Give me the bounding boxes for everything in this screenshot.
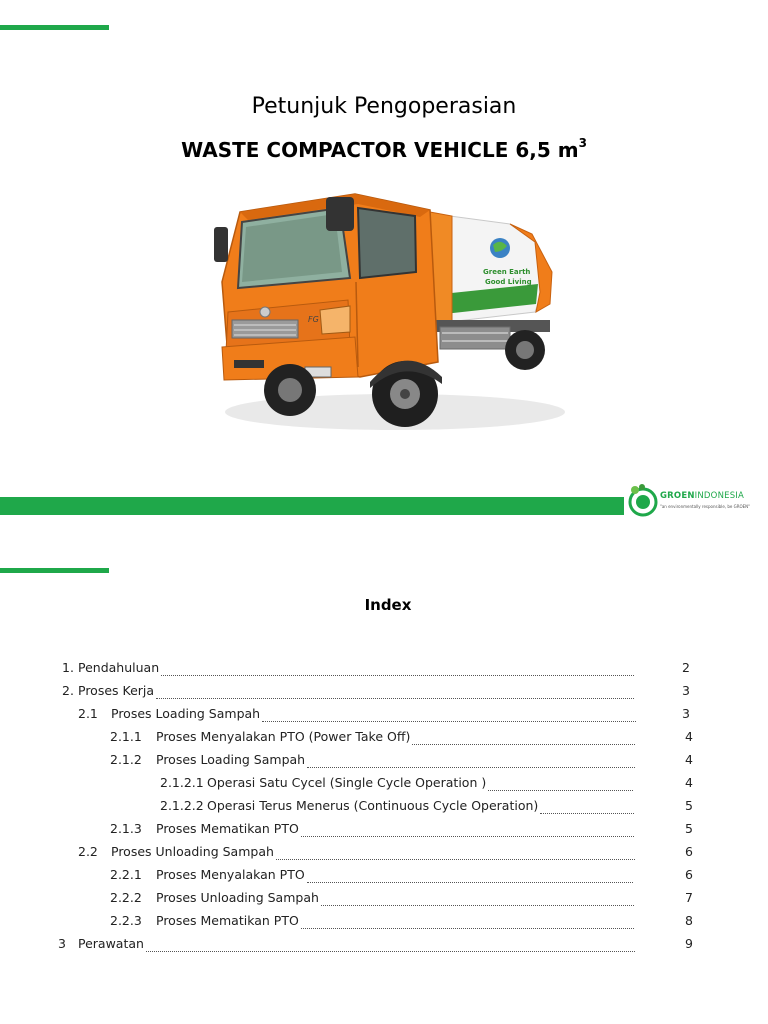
toc-dot-leader — [301, 824, 634, 837]
logo-name-part1: GROEN — [660, 491, 695, 501]
toc-entry-page: 3 — [682, 683, 690, 698]
logo-wordmark — [660, 491, 744, 501]
toc-entry[interactable] — [0, 844, 768, 864]
toc-entry-page: 4 — [685, 752, 693, 767]
toc-entry-page: 7 — [685, 890, 693, 905]
toc-entry[interactable] — [0, 729, 768, 749]
toc-dot-leader — [146, 939, 635, 952]
top-accent-line — [0, 25, 109, 30]
page-subtitle — [0, 138, 768, 162]
toc-entry[interactable] — [0, 936, 768, 956]
toc-entry[interactable] — [0, 890, 768, 910]
toc-entry-number: 2.2 — [78, 844, 98, 859]
toc-entry-label: Proses Loading Sampah — [111, 706, 261, 721]
toc-dot-leader — [307, 755, 635, 768]
toc-entry[interactable] — [0, 867, 768, 887]
index-accent-line — [0, 568, 109, 573]
toc-entry-label: Perawatan — [78, 936, 144, 951]
toc-entry[interactable] — [0, 798, 768, 818]
toc-entry[interactable] — [0, 821, 768, 841]
toc-entry-label: Proses Mematikan PTO — [156, 821, 299, 836]
toc-entry-number: 2.1.2 — [110, 752, 142, 767]
index-title: Index — [364, 596, 412, 614]
garbage-compactor-truck-photo — [180, 172, 590, 442]
toc-entry-number: 2.1 — [78, 706, 98, 721]
groen-indonesia-logo — [626, 482, 756, 520]
toc-entry-page: 4 — [685, 775, 693, 790]
toc-dot-leader — [321, 893, 634, 906]
toc-entry-number: 2.2.2 — [110, 890, 142, 905]
toc-entry-page: 8 — [685, 913, 693, 928]
toc-entry-number: 2.1.2.2 — [160, 798, 204, 813]
toc-entry-number: 2.1.3 — [110, 821, 142, 836]
toc-entry-page: 6 — [685, 867, 693, 882]
toc-entry[interactable] — [0, 683, 768, 703]
truck-illustration — [180, 172, 590, 442]
toc-entry-label: Proses Kerja — [78, 683, 155, 698]
toc-dot-leader — [276, 847, 635, 860]
toc-entry-label: Proses Unloading Sampah — [156, 890, 319, 905]
toc-entry-label: Proses Unloading Sampah — [111, 844, 274, 859]
toc-dot-leader — [161, 663, 634, 676]
subtitle-text: WASTE COMPACTOR VEHICLE 6,5 m — [181, 138, 579, 162]
toc-entry-label: Proses Loading Sampah — [156, 752, 306, 767]
toc-entry[interactable] — [0, 775, 768, 795]
toc-dot-leader — [307, 870, 633, 883]
toc-entry-number: 2. — [62, 683, 74, 698]
toc-entry-page: 5 — [685, 798, 693, 813]
toc-dot-leader — [488, 778, 633, 791]
toc-dot-leader — [412, 732, 635, 745]
toc-entry-page: 6 — [685, 844, 693, 859]
toc-entry-number: 2.2.1 — [110, 867, 142, 882]
groen-logo-icon — [626, 482, 660, 520]
toc-entry-label: Pendahuluan — [78, 660, 160, 675]
green-divider-band — [0, 497, 624, 515]
toc-entry-page: 4 — [685, 729, 693, 744]
toc-entry-page: 5 — [685, 821, 693, 836]
toc-entry-label: Proses Mematikan PTO — [156, 913, 299, 928]
toc-entry[interactable] — [0, 913, 768, 933]
toc-entry-number: 2.1.2.1 — [160, 775, 204, 790]
truck-body-text-1: Green Earth — [483, 268, 531, 276]
toc-entry-number: 2.2.3 — [110, 913, 142, 928]
page-title: Petunjuk Pengoperasian — [251, 94, 517, 119]
toc-entry[interactable] — [0, 752, 768, 772]
toc-dot-leader — [301, 916, 634, 929]
toc-dot-leader — [262, 709, 636, 722]
toc-dot-leader — [156, 686, 634, 699]
cab-badge-text: FG — [308, 315, 319, 324]
toc-dot-leader — [540, 801, 634, 814]
toc-entry-number: 3 — [58, 936, 66, 951]
toc-entry-page: 3 — [682, 706, 690, 721]
toc-entry[interactable] — [0, 660, 768, 680]
logo-name-part2: INDONESIA — [694, 491, 745, 501]
toc-entry-number: 1. — [62, 660, 74, 675]
toc-entry-label: Proses Menyalakan PTO (Power Take Off) — [156, 729, 411, 744]
toc-entry[interactable] — [0, 706, 768, 726]
toc-entry-label: Proses Menyalakan PTO — [156, 867, 305, 882]
toc-entry-page: 9 — [685, 936, 693, 951]
toc-entry-number: 2.1.1 — [110, 729, 142, 744]
toc-entry-label: Operasi Terus Menerus (Continuous Cycle Operation) — [207, 798, 539, 813]
logo-tagline: "an environmentally responsible, be GROEN" — [660, 504, 751, 509]
truck-body-text-2: Good Living — [485, 278, 532, 286]
toc-entry-label: Operasi Satu Cycel (Single Cycle Operation ) — [207, 775, 487, 790]
subtitle-superscript: 3 — [578, 136, 587, 150]
toc-entry-page: 2 — [682, 660, 690, 675]
